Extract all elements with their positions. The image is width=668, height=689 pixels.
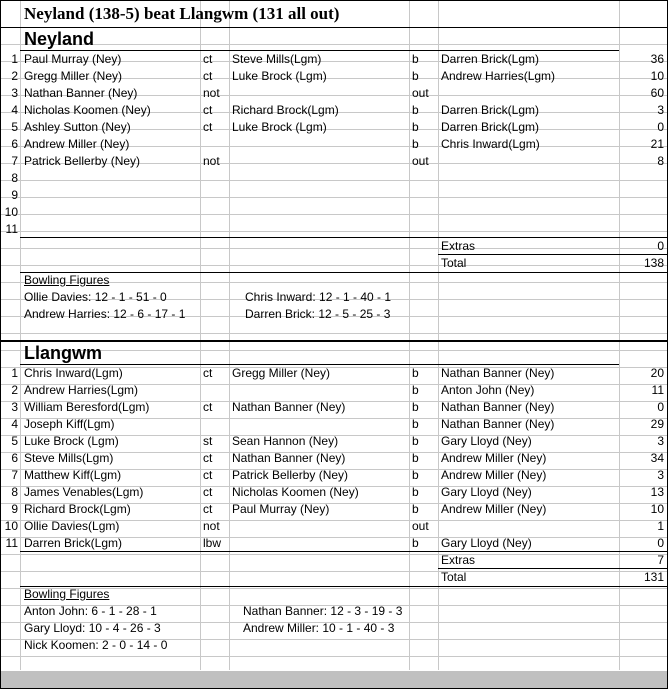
bowled-marker: b [412,137,419,151]
bowled-marker: b [412,451,419,465]
bowling-figures-heading: Bowling Figures [24,273,110,287]
bowling-figure: Darren Brick: 12 - 5 - 25 - 3 [245,307,391,321]
batsman-name: Chris Inward(Lgm) [24,366,123,380]
runs-scored: 8 [657,154,664,168]
batsman-name: Andrew Harries(Lgm) [24,383,139,397]
batsman-name: Gregg Miller (Ney) [24,69,123,83]
batsman-name: Nathan Banner (Ney) [24,86,138,100]
dismissal-type: ct [203,485,213,499]
row-number: 11 [5,222,18,236]
dismissal-type: ct [203,468,213,482]
total-value: 131 [643,570,664,584]
bowler-name: Nathan Banner (Ney) [441,366,555,380]
row-number: 1 [11,52,18,66]
runs-scored: 10 [650,502,664,516]
bowler-name: Gary Lloyd (Ney) [441,536,532,550]
row-number: 5 [11,120,18,134]
bowled-marker: b [412,434,419,448]
row-number: 5 [11,434,18,448]
bowled-marker: b [412,52,419,66]
runs-scored: 10 [650,69,664,83]
dismissal-type: not [203,86,220,100]
bowling-figure: Ollie Davies: 12 - 1 - 51 - 0 [24,290,167,304]
fielder-name: Patrick Bellerby (Ney) [232,468,349,482]
row-number: 7 [11,468,18,482]
row-number: 3 [11,86,18,100]
row-number: 4 [11,103,18,117]
runs-scored: 13 [650,485,664,499]
runs-scored: 3 [657,434,664,448]
total-label: Total [441,256,467,270]
dismissal-type: not [203,154,220,168]
batsman-name: Nicholas Koomen (Ney) [24,103,151,117]
row-number: 10 [4,519,18,533]
team-name: Neyland [24,29,95,49]
fielder-name: Gregg Miller (Ney) [232,366,331,380]
dismissal-type: not [203,519,220,533]
bowler-name: Andrew Miller (Ney) [441,502,547,516]
dismissal-type: ct [203,451,213,465]
fielder-name: Luke Brock (Lgm) [232,120,327,134]
bowler-name: Andrew Miller (Ney) [441,451,547,465]
row-number: 9 [11,502,18,516]
dismissal-type: ct [203,366,213,380]
runs-scored: 0 [657,400,664,414]
bowler-name: Andrew Harries(Lgm) [441,69,556,83]
bowled-marker: b [412,69,419,83]
extras-value: 7 [657,553,664,567]
runs-scored: 3 [657,468,664,482]
bowled-marker: b [412,120,419,134]
bowled-marker: out [412,86,429,100]
runs-scored: 20 [650,366,664,380]
row-number: 8 [11,171,18,185]
row-number: 6 [11,137,18,151]
match-title: Neyland (138-5) beat Llangwm (131 all out) [24,4,340,23]
bowling-figure: Andrew Harries: 12 - 6 - 17 - 1 [24,307,186,321]
runs-scored: 34 [650,451,664,465]
bowled-marker: b [412,468,419,482]
team-name: Llangwm [24,343,103,363]
extras-value: 0 [657,239,664,253]
runs-scored: 11 [651,383,664,397]
fielder-name: Richard Brock(Lgm) [232,103,339,117]
bowled-marker: b [412,536,419,550]
total-label: Total [441,570,467,584]
batsman-name: Steve Mills(Lgm) [24,451,114,465]
bowled-marker: out [412,519,429,533]
bowled-marker: b [412,417,419,431]
bowling-figures-heading: Bowling Figures [24,587,110,601]
dismissal-type: lbw [203,536,222,550]
dismissal-type: ct [203,120,213,134]
fielder-name: Sean Hannon (Ney) [232,434,339,448]
bowled-marker: b [412,103,419,117]
batsman-name: William Beresford(Lgm) [24,400,150,414]
batsman-name: Andrew Miller (Ney) [24,137,130,151]
extras-label: Extras [441,553,476,567]
runs-scored: 0 [657,536,664,550]
row-number: 4 [11,417,18,431]
bowled-marker: b [412,400,419,414]
bowled-marker: b [412,366,419,380]
row-number: 2 [11,383,18,397]
row-number: 10 [4,205,18,219]
bowling-figure: Anton John: 6 - 1 - 28 - 1 [24,604,157,618]
runs-scored: 1 [657,519,664,533]
extras-label: Extras [441,239,476,253]
batsman-name: Joseph Kiff(Lgm) [24,417,115,431]
row-number: 2 [11,69,18,83]
bowler-name: Darren Brick(Lgm) [441,103,540,117]
dismissal-type: ct [203,502,213,516]
bowled-marker: out [412,154,429,168]
bowler-name: Gary Lloyd (Ney) [441,434,532,448]
runs-scored: 3 [657,103,664,117]
runs-scored: 29 [650,417,664,431]
fielder-name: Nathan Banner (Ney) [232,400,346,414]
bowled-marker: b [412,383,419,397]
bowler-name: Darren Brick(Lgm) [441,52,540,66]
row-number: 1 [11,366,18,380]
fielder-name: Paul Murray (Ney) [232,502,330,516]
bowling-figure: Chris Inward: 12 - 1 - 40 - 1 [245,290,392,304]
row-number: 8 [11,485,18,499]
bowling-figure: Gary Lloyd: 10 - 4 - 26 - 3 [24,621,161,635]
fielder-name: Steve Mills(Lgm) [232,52,322,66]
bowling-figure: Nick Koomen: 2 - 0 - 14 - 0 [24,638,168,652]
bowling-figure: Nathan Banner: 12 - 3 - 19 - 3 [243,604,403,618]
bowler-name: Nathan Banner (Ney) [441,417,555,431]
fielder-name: Luke Brock (Lgm) [232,69,327,83]
dismissal-type: ct [203,69,213,83]
dismissal-type: ct [203,103,213,117]
bowler-name: Andrew Miller (Ney) [441,468,547,482]
bowler-name: Anton John (Ney) [441,383,535,397]
batsman-name: Ollie Davies(Lgm) [24,519,120,533]
fielder-name: Nathan Banner (Ney) [232,451,346,465]
row-number: 3 [11,400,18,414]
batsman-name: Richard Brock(Lgm) [24,502,131,516]
batsman-name: Matthew Kiff(Lgm) [24,468,122,482]
bowler-name: Gary Lloyd (Ney) [441,485,532,499]
runs-scored: 60 [650,86,664,100]
row-number: 6 [11,451,18,465]
batsman-name: Paul Murray (Ney) [24,52,122,66]
batsman-name: Darren Brick(Lgm) [24,536,123,550]
bowler-name: Chris Inward(Lgm) [441,137,540,151]
row-number: 7 [11,154,18,168]
runs-scored: 21 [650,137,664,151]
batsman-name: James Venables(Lgm) [24,485,144,499]
runs-scored: 0 [657,120,664,134]
dismissal-type: ct [203,400,213,414]
bowler-name: Darren Brick(Lgm) [441,120,540,134]
batsman-name: Luke Brock (Lgm) [24,434,119,448]
batsman-name: Patrick Bellerby (Ney) [24,154,141,168]
row-number: 11 [5,536,18,550]
dismissal-type: ct [203,52,213,66]
bowled-marker: b [412,502,419,516]
dismissal-type: st [203,434,213,448]
total-value: 138 [643,256,664,270]
bowled-marker: b [412,485,419,499]
fielder-name: Nicholas Koomen (Ney) [232,485,359,499]
bowler-name: Nathan Banner (Ney) [441,400,555,414]
row-number: 9 [11,188,18,202]
runs-scored: 36 [650,52,664,66]
batsman-name: Ashley Sutton (Ney) [24,120,131,134]
bowling-figure: Andrew Miller: 10 - 1 - 40 - 3 [243,621,395,635]
